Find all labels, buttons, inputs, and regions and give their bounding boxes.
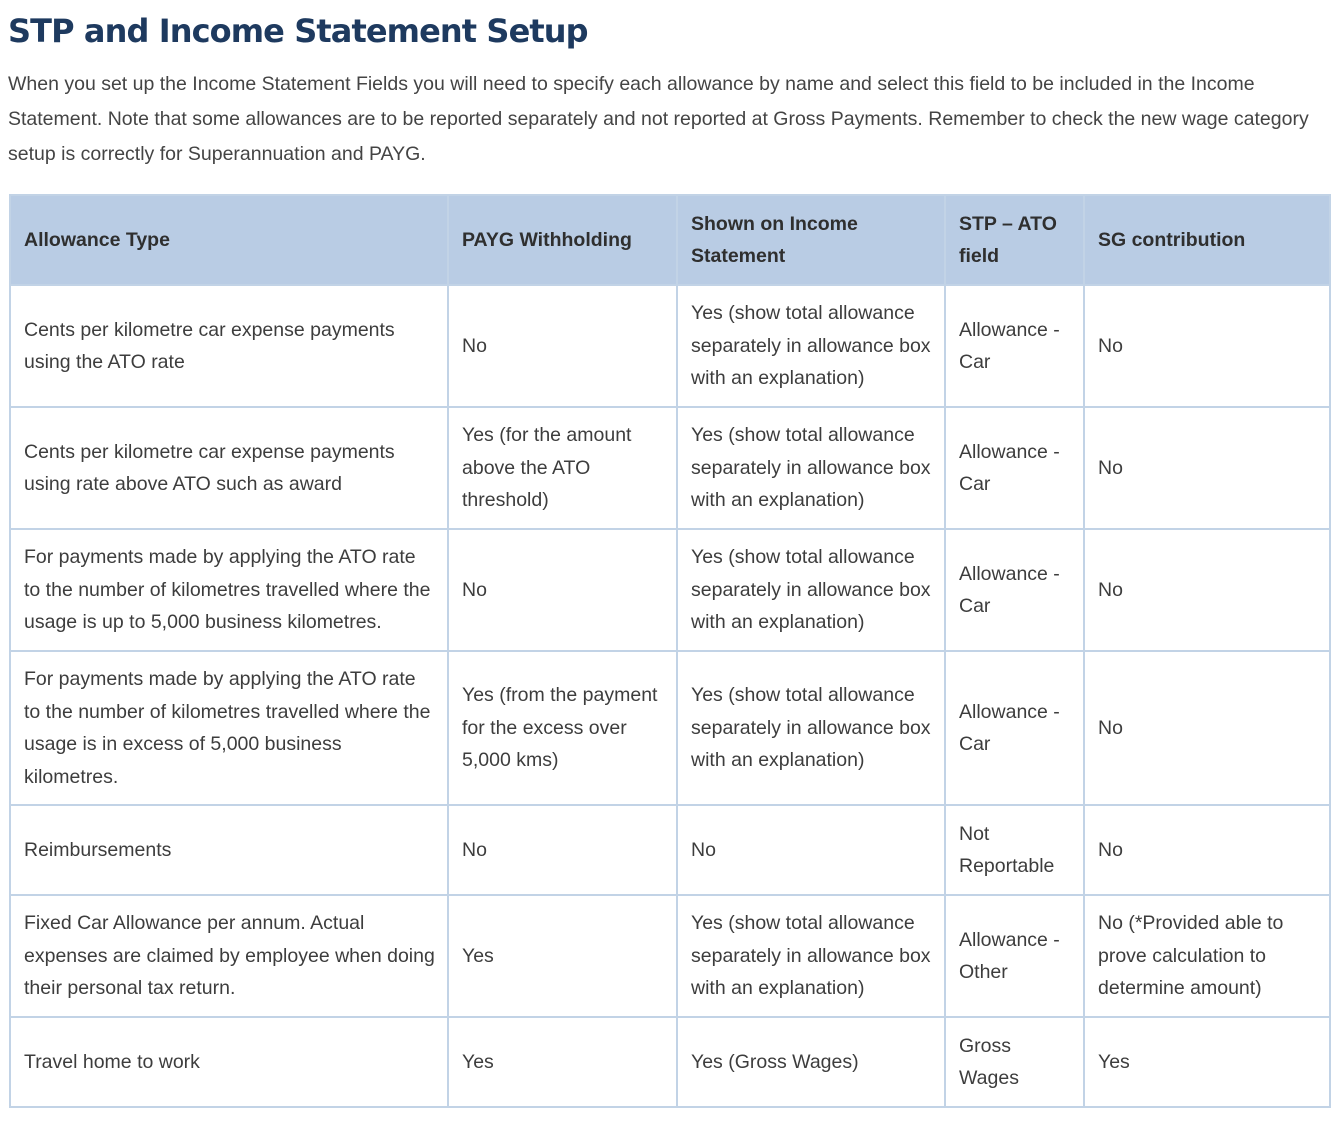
cell-sg-contribution: No [1084, 805, 1330, 895]
cell-payg-withholding: No [448, 285, 677, 407]
cell-payg-withholding: Yes (from the payment for the excess over 5,000 kms) [448, 651, 677, 805]
cell-stp-ato-field: Not Reportable [945, 805, 1084, 895]
cell-income-statement: Yes (show total allowance separately in allowance box with an explanation) [677, 407, 945, 529]
cell-income-statement: No [677, 805, 945, 895]
cell-payg-withholding: Yes (for the amount above the ATO threshold) [448, 407, 677, 529]
cell-stp-ato-field: Allowance - Car [945, 407, 1084, 529]
cell-sg-contribution: Yes [1084, 1017, 1330, 1107]
table-row [10, 805, 1330, 895]
page-title: STP and Income Statement Setup [8, 12, 588, 50]
cell-payg-withholding: No [448, 529, 677, 651]
cell-allowance-type: Travel home to work [10, 1017, 448, 1107]
table-row [10, 1017, 1330, 1107]
header-payg-withholding: PAYG Withholding [448, 195, 677, 285]
cell-income-statement: Yes (show total allowance separately in allowance box with an explanation) [677, 651, 945, 805]
table-header-row [10, 195, 1330, 285]
cell-allowance-type: For payments made by applying the ATO rate to the number of kilometres travelled where the usage is up to 5,000 business kilometres. [10, 529, 448, 651]
cell-allowance-type: Cents per kilometre car expense payments using rate above ATO such as award [10, 407, 448, 529]
header-stp-ato-field: STP – ATO field [945, 195, 1084, 285]
intro-paragraph: When you set up the Income Statement Fields you will need to specify each allowance by name and select this field to be included in the Income Statement. Note that some allowances are to be reported separately and not reported at Gross Payments. Remember to check the new wage category setup is correctly for Superannuation and PAYG. [8, 73, 1309, 165]
header-allowance-type: Allowance Type [10, 195, 448, 285]
table-row [10, 285, 1330, 407]
cell-sg-contribution: No [1084, 285, 1330, 407]
cell-stp-ato-field: Allowance - Car [945, 529, 1084, 651]
table-row [10, 529, 1330, 651]
cell-income-statement: Yes (show total allowance separately in allowance box with an explanation) [677, 529, 945, 651]
cell-allowance-type: For payments made by applying the ATO rate to the number of kilometres travelled where the usage is in excess of 5,000 business kilometres. [10, 651, 448, 805]
cell-stp-ato-field: Allowance - Other [945, 895, 1084, 1017]
cell-income-statement: Yes (show total allowance separately in allowance box with an explanation) [677, 895, 945, 1017]
cell-allowance-type: Fixed Car Allowance per annum. Actual expenses are claimed by employee when doing their personal tax return. [10, 895, 448, 1017]
cell-income-statement: Yes (show total allowance separately in allowance box with an explanation) [677, 285, 945, 407]
allowance-table [9, 194, 1331, 1108]
cell-payg-withholding: Yes [448, 895, 677, 1017]
cell-allowance-type: Cents per kilometre car expense payments using the ATO rate [10, 285, 448, 407]
header-income-statement: Shown on Income Statement [677, 195, 945, 285]
header-sg-contribution: SG contribution [1084, 195, 1330, 285]
table-row [10, 651, 1330, 805]
table-row [10, 895, 1330, 1017]
cell-stp-ato-field: Allowance - Car [945, 651, 1084, 805]
cell-allowance-type: Reimbursements [10, 805, 448, 895]
cell-sg-contribution: No (*Provided able to prove calculation to determine amount) [1084, 895, 1330, 1017]
cell-payg-withholding: No [448, 805, 677, 895]
cell-sg-contribution: No [1084, 651, 1330, 805]
cell-stp-ato-field: Allowance - Car [945, 285, 1084, 407]
cell-stp-ato-field: Gross Wages [945, 1017, 1084, 1107]
cell-income-statement: Yes (Gross Wages) [677, 1017, 945, 1107]
cell-payg-withholding: Yes [448, 1017, 677, 1107]
table-row [10, 407, 1330, 529]
cell-sg-contribution: No [1084, 529, 1330, 651]
cell-sg-contribution: No [1084, 407, 1330, 529]
